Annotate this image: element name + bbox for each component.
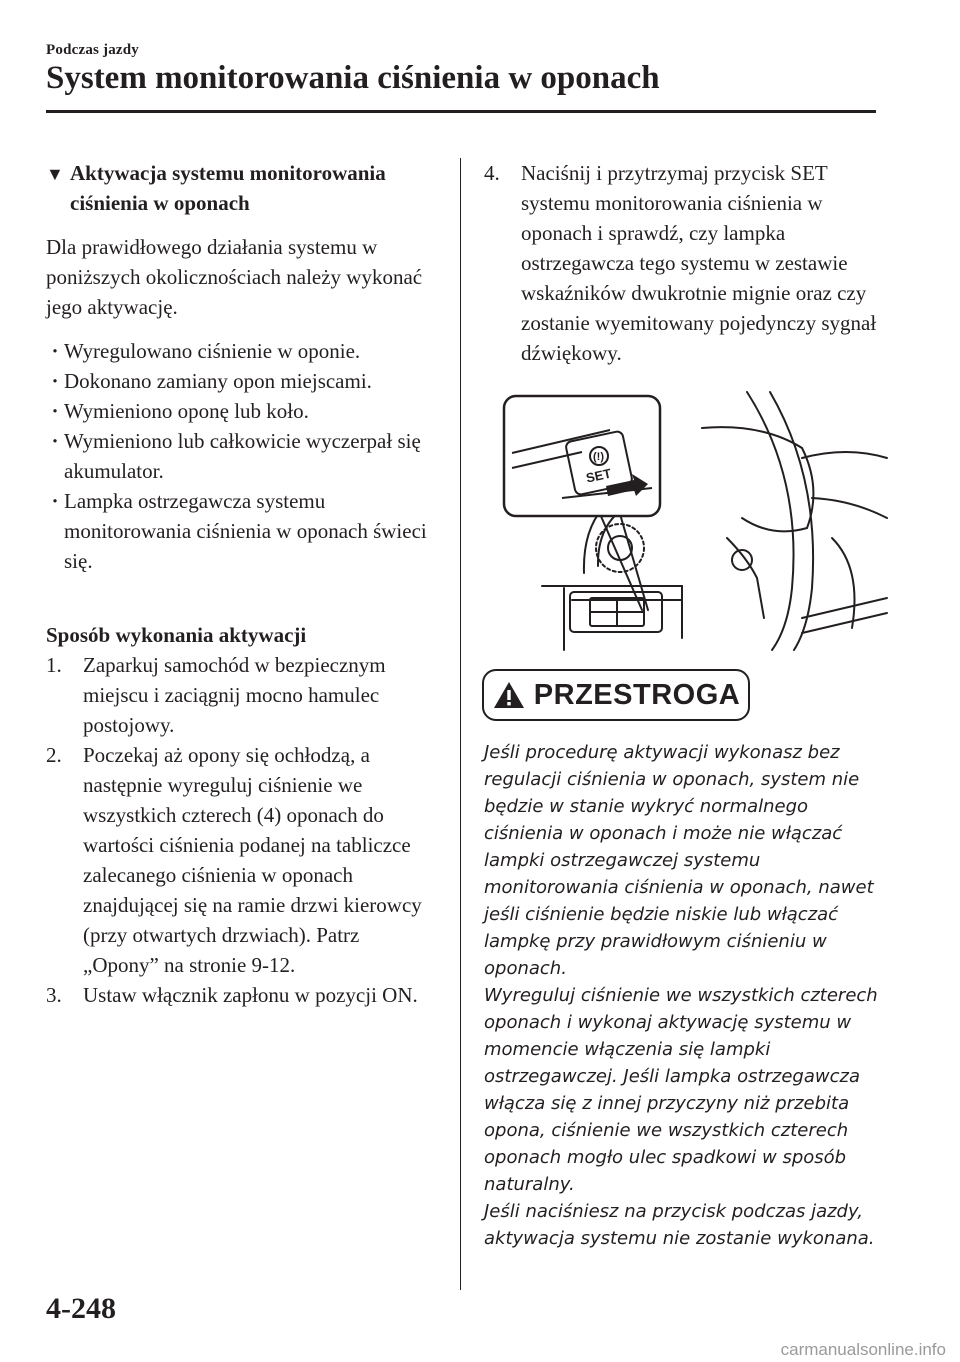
bullet-dot-icon: · — [51, 429, 59, 453]
step-text: Poczekaj aż opony się ochłodzą, a następnie wyreguluj ciśnienie we wszystkich czterech (4) oponach do wartości ciśnienia podanej na tabliczce zalecanego ciśnienia w oponach znajdującej się na ramie drzwi kierowcy (przy otwartych drzwiach). Patrz „Opony” na stronie 9-12. — [83, 743, 422, 977]
procedure-steps — [46, 650, 436, 1010]
down-triangle-icon: ▼ — [46, 164, 64, 184]
heading-line-2: ciśnienia w oponach — [70, 191, 250, 215]
bullet-dot-icon: · — [51, 489, 59, 513]
section-heading — [46, 158, 436, 218]
list-item: · Wyregulowano ciśnienie w oponie. — [46, 336, 436, 366]
procedure-steps-continued — [484, 158, 884, 368]
bullet-dot-icon: · — [51, 369, 59, 393]
warning-triangle-icon — [492, 680, 526, 710]
bullet-dot-icon: · — [51, 339, 59, 363]
step-number: 1. — [46, 653, 62, 677]
page-title: System monitorowania ciśnienia w oponach — [46, 60, 660, 96]
step-text: Ustaw włącznik zapłonu w pozycji ON. — [83, 983, 418, 1007]
set-button-illustration — [502, 388, 892, 653]
procedure-step — [46, 650, 436, 740]
set-button-label: SET — [584, 465, 613, 486]
caution-paragraph: Jeśli procedurę aktywacji wykonasz bez regulacji ciśnienia w oponach, system nie będzie w stanie wykryć normalnego ciśnienia w oponach i może nie włączać lampki ostrzegawczej systemu monitorowania ciśnienia w oponach, nawet jeśli ciśnienie będzie niskie lub włączać lampkę przy prawidłowym ciśnieniu w oponach. — [484, 742, 874, 979]
bullet-dot-icon: · — [51, 399, 59, 423]
procedure-title: Sposób wykonania aktywacji — [46, 623, 307, 647]
dashboard-illustration — [502, 388, 892, 653]
section-label: Podczas jazdy — [46, 42, 140, 58]
header-divider — [46, 110, 876, 113]
caution-paragraph: Wyreguluj ciśnienie we wszystkich czterech oponach i wykonaj aktywację systemu w momencie włączenia się lampki ostrzegawczej. Jeśli lampka ostrzegawcza włącza się z innej przyczyny niż przebita opona, ciśnienie we wszystkich czterech oponach mogło ulec spadkowi w sposób naturalny. — [484, 985, 878, 1195]
watermark: carmanualsonline.info — [780, 1340, 946, 1359]
caution-label: PRZESTROGA — [533, 679, 741, 711]
column-divider — [460, 158, 461, 1290]
list-item: · Lampka ostrzegawcza systemu monitorowania ciśnienia w oponach świeci się. — [46, 486, 436, 576]
condition-list — [46, 336, 436, 576]
list-item: · Wymieniono lub całkowicie wyczerpał się akumulator. — [46, 426, 436, 486]
caution-text — [484, 739, 880, 1252]
step-number: 4. — [484, 161, 500, 185]
procedure-step — [484, 158, 884, 368]
list-item: · Wymieniono oponę lub koło. — [46, 396, 436, 426]
caution-paragraph: Jeśli naciśniesz na przycisk podczas jazdy, aktywacja systemu nie zostanie wykonana. — [484, 1201, 875, 1249]
page-number: 4-248 — [46, 1292, 116, 1325]
caution-banner — [482, 669, 750, 721]
tire-pressure-icon: (!) — [593, 451, 604, 463]
right-column — [484, 158, 884, 1252]
step-number: 3. — [46, 983, 62, 1007]
step-text: Zaparkuj samochód w bezpiecznym miejscu i zaciągnij mocno hamulec postojowy. — [83, 653, 386, 737]
step-number: 2. — [46, 743, 62, 767]
procedure-step — [46, 740, 436, 980]
heading-line-1: Aktywacja systemu monitorowania — [70, 161, 386, 185]
step-text: Naciśnij i przytrzymaj przycisk SET systemu monitorowania ciśnienia w oponach i sprawdź, czy lampka ostrzegawcza tego systemu w zestawie wskaźników dwukrotnie mignie oraz czy zostanie wyemitowany pojedynczy sygnał dźwiękowy. — [521, 161, 877, 365]
left-column — [46, 158, 436, 1010]
list-item: · Dokonano zamiany opon miejscami. — [46, 366, 436, 396]
procedure-step — [46, 980, 436, 1010]
intro-paragraph: Dla prawidłowego działania systemu w poniższych okolicznościach należy wykonać jego aktywację. — [46, 235, 423, 319]
